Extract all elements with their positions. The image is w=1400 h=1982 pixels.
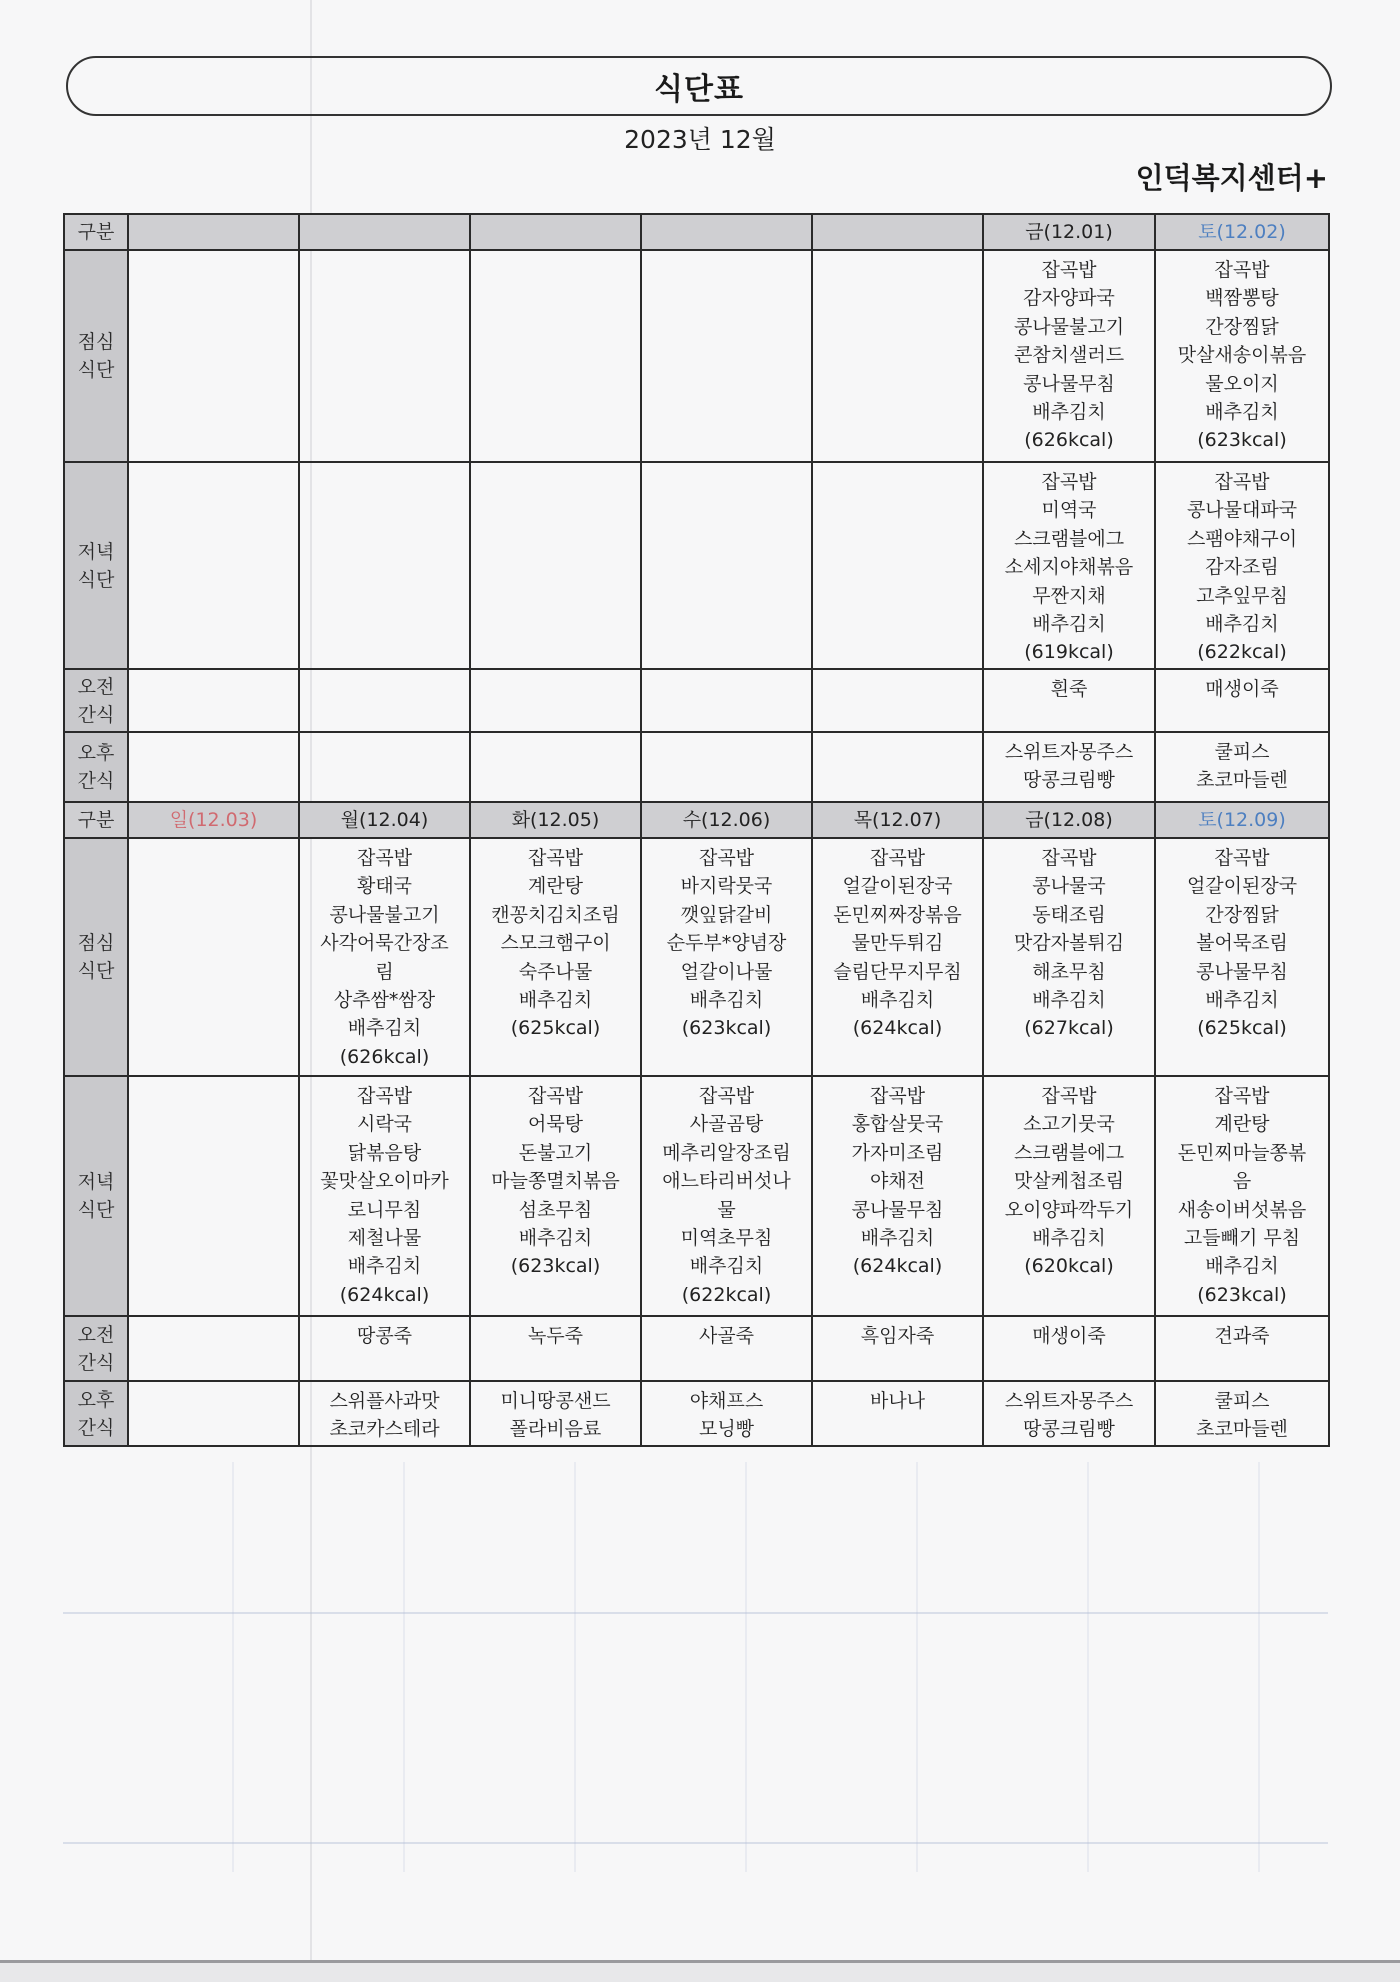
menu-item: (626kcal) [1024, 429, 1114, 452]
row-label-text: 간식 [77, 703, 115, 726]
dinner-row [64, 1076, 1329, 1316]
menu-item: 미역초무침 [680, 1227, 773, 1250]
menu-cell [1155, 462, 1329, 669]
menu-item: 배추김치 [347, 1017, 422, 1040]
menu-cell [299, 732, 470, 802]
row-label-text: 점심 [77, 331, 115, 353]
menu-item: 오이양파깍두기 [1004, 1198, 1134, 1221]
menu-cell [641, 1076, 812, 1316]
menu-item: 바지락뭇국 [680, 875, 773, 898]
day-header [299, 214, 470, 250]
menu-item: 잡곡밥 [1041, 471, 1097, 493]
menu-item: 스위트자몽주스 [1004, 741, 1134, 763]
menu-item: 홍합살뭇국 [851, 1113, 944, 1136]
menu-cell [470, 1076, 641, 1316]
menu-item: 볼어묵조림 [1196, 932, 1288, 955]
menu-item: 맛살새송이볶음 [1177, 344, 1307, 367]
menu-item: 땅콩죽 [356, 1325, 413, 1347]
menu-item: 잡곡밥 [1214, 471, 1270, 493]
menu-item: 백짬뽕탕 [1205, 287, 1279, 310]
menu-cell [128, 1316, 299, 1381]
day-header: 토(12.09) [1155, 802, 1329, 838]
menu-item: 닭볶음탕 [347, 1141, 422, 1164]
menu-item: (622kcal) [681, 1283, 772, 1306]
row-label-text: 오후 [77, 742, 115, 764]
menu-cell [470, 838, 641, 1076]
am-snack-label [64, 669, 128, 732]
menu-item: 메추리알장조림 [662, 1141, 791, 1164]
pm-snack-row [64, 1381, 1329, 1446]
period-label: 2023년 12월 [624, 125, 776, 154]
menu-item: 배추김치 [347, 1255, 422, 1278]
row-label-text: 오후 [77, 1388, 115, 1411]
menu-item: 가자미조림 [851, 1141, 944, 1164]
menu-cell [470, 1381, 641, 1446]
back-page-show-through-line [63, 1612, 1328, 1614]
menu-item: (626kcal) [339, 1045, 430, 1068]
menu-item: (624kcal) [852, 1255, 943, 1278]
menu-item: 배추김치 [1032, 1227, 1106, 1250]
pm-snack-label [64, 1381, 128, 1446]
menu-item: 계란탕 [1214, 1113, 1270, 1136]
menu-item: 얼갈이나물 [680, 960, 773, 983]
menu-item: 야채프스 [689, 1390, 764, 1412]
row-label-text: 점심 [77, 932, 115, 954]
day-header [128, 214, 299, 250]
menu-cell [641, 462, 812, 669]
row-label-text: 식단 [77, 568, 115, 591]
menu-cell [641, 732, 812, 802]
menu-item: 잡곡밥 [1214, 847, 1270, 869]
menu-item: 캔꽁치김치조림 [491, 903, 620, 926]
row-label-text: 저녁 [77, 540, 115, 563]
menu-item: 림 [375, 960, 394, 983]
row-label-text: 간식 [77, 1351, 115, 1374]
week-header-row [64, 802, 1329, 838]
row-label-text: 식단 [77, 359, 115, 381]
menu-item: 매생이죽 [1032, 1325, 1106, 1347]
menu-cell [983, 1381, 1155, 1446]
menu-cell [641, 250, 812, 462]
menu-item: 배추김치 [1205, 1255, 1279, 1278]
menu-item: 감자양파국 [1023, 287, 1115, 310]
menu-item: 매생이죽 [1205, 678, 1279, 700]
menu-item: (619kcal) [1024, 641, 1114, 664]
menu-item: 순두부*양념장 [666, 932, 787, 955]
page-title: 식단표 [654, 72, 744, 107]
menu-cell [299, 1381, 470, 1446]
menu-item: 배추김치 [689, 1255, 764, 1278]
menu-item: 꽃맛살오이마카 [320, 1170, 449, 1193]
menu-item: (624kcal) [339, 1283, 430, 1306]
day-header: 목(12.07) [812, 802, 983, 838]
dinner-label [64, 1076, 128, 1316]
menu-item: 섬초무침 [518, 1198, 593, 1221]
title-banner [66, 56, 1332, 116]
row-label-text: 저녁 [77, 1171, 115, 1193]
menu-item: 맛감자볼튀김 [1013, 932, 1125, 955]
menu-item: 견과죽 [1214, 1325, 1270, 1347]
menu-item: 스위플사과맛 [329, 1390, 440, 1412]
menu-item: 애느타리버섯나 [662, 1170, 791, 1193]
menu-item: 배추김치 [1032, 401, 1106, 424]
menu-cell [128, 250, 299, 462]
menu-cell [1155, 838, 1329, 1076]
menu-table [63, 213, 1330, 1447]
menu-item: 간장찜닭 [1205, 903, 1279, 926]
day-header: 금(12.01) [983, 214, 1155, 250]
day-header: 토(12.02) [1155, 214, 1329, 250]
menu-item: 돈민찌마늘쫑볶 [1177, 1141, 1307, 1164]
menu-item: 잡곡밥 [527, 847, 584, 869]
menu-item: 배추김치 [518, 1227, 593, 1250]
menu-item: 얼갈이된장국 [842, 875, 953, 898]
menu-item: 배추김치 [860, 989, 935, 1012]
menu-item: 콩나물무침 [1196, 960, 1288, 983]
menu-item: 잡곡밥 [1041, 259, 1097, 281]
menu-cell [983, 462, 1155, 669]
menu-item: 스위트자몽주스 [1004, 1390, 1134, 1412]
menu-cell [299, 462, 470, 669]
menu-item: 미니땅콩샌드 [500, 1390, 611, 1412]
menu-item: 물오이지 [1205, 372, 1279, 395]
menu-item: 잡곡밥 [869, 847, 926, 869]
menu-item: 동태조림 [1032, 903, 1106, 926]
menu-cell [299, 250, 470, 462]
menu-item: 초코마들렌 [1196, 769, 1288, 792]
menu-cell [812, 250, 983, 462]
menu-item: 배추김치 [518, 989, 593, 1012]
menu-item: 시락국 [356, 1113, 413, 1136]
menu-item: (625kcal) [1197, 1017, 1287, 1040]
menu-cell [128, 1381, 299, 1446]
menu-item: 소세지야채볶음 [1004, 556, 1134, 579]
menu-cell [128, 669, 299, 732]
day-header: 화(12.05) [470, 802, 641, 838]
menu-cell [128, 732, 299, 802]
menu-item: 잡곡밥 [527, 1085, 584, 1107]
row-label-text: 식단 [77, 1199, 115, 1221]
menu-cell [641, 838, 812, 1076]
menu-item: 물 [717, 1198, 736, 1221]
menu-cell [983, 838, 1155, 1076]
menu-item: 사각어묵간장조 [320, 932, 449, 955]
menu-item: (623kcal) [510, 1255, 601, 1278]
menu-item: 모닝빵 [698, 1418, 755, 1441]
day-header: 금(12.08) [983, 802, 1155, 838]
menu-cell [983, 669, 1155, 732]
menu-cell [1155, 1381, 1329, 1446]
day-header [470, 214, 641, 250]
menu-item: 스팸야채구이 [1186, 527, 1298, 550]
organization-name: 인덕복지센터+ [1135, 161, 1328, 195]
menu-item: (625kcal) [510, 1017, 601, 1040]
menu-item: 간장찜닭 [1205, 315, 1279, 338]
menu-cell [812, 732, 983, 802]
menu-item: 야채전 [869, 1170, 926, 1193]
menu-item: 스크램블에그 [1013, 527, 1125, 550]
menu-item: 잡곡밥 [356, 1085, 413, 1107]
menu-item: 콩나물불고기 [329, 903, 440, 926]
menu-cell [812, 462, 983, 669]
lunch-label [64, 838, 128, 1076]
menu-item: 잡곡밥 [698, 1085, 755, 1107]
menu-cell [983, 732, 1155, 802]
menu-cell [299, 838, 470, 1076]
menu-cell [1155, 250, 1329, 462]
menu-item: 잡곡밥 [356, 847, 413, 869]
menu-item: 해초무침 [1032, 960, 1106, 983]
menu-item: 잡곡밥 [1041, 1085, 1097, 1107]
menu-cell [812, 669, 983, 732]
menu-item: 초코카스테라 [329, 1418, 440, 1441]
row-label-text: 오전 [77, 675, 115, 698]
menu-item: (623kcal) [1197, 429, 1287, 452]
row-label-text: 식단 [77, 960, 115, 982]
menu-item: 땅콩크림빵 [1023, 769, 1115, 792]
menu-item: 잡곡밥 [869, 1085, 926, 1107]
dinner-row [64, 462, 1329, 669]
menu-item: 잡곡밥 [698, 847, 755, 869]
lunch-row [64, 250, 1329, 462]
pm-snack-label [64, 732, 128, 802]
menu-item: 계란탕 [527, 875, 584, 898]
menu-item: 땅콩크림빵 [1023, 1418, 1115, 1441]
menu-item: 배추김치 [1032, 989, 1106, 1012]
menu-item: 쿨피스 [1214, 741, 1270, 763]
menu-item: 음 [1232, 1170, 1252, 1193]
menu-cell [299, 1316, 470, 1381]
menu-item: 배추김치 [1205, 989, 1279, 1012]
menu-item: 쿨피스 [1214, 1390, 1270, 1412]
menu-item: 폴라비음료 [509, 1418, 602, 1441]
day-header: 월(12.04) [299, 802, 470, 838]
menu-item: 사골곰탕 [689, 1113, 764, 1136]
menu-item: 사골죽 [698, 1325, 755, 1347]
menu-cell [128, 462, 299, 669]
menu-item: 슬림단무지무침 [833, 960, 962, 983]
menu-cell [983, 1316, 1155, 1381]
menu-item: 잡곡밥 [1214, 259, 1270, 281]
menu-item: 배추김치 [689, 989, 764, 1012]
menu-cell [128, 1076, 299, 1316]
day-header [641, 214, 812, 250]
menu-item: 콩나물무침 [1023, 372, 1115, 395]
menu-item: 고추잎무침 [1196, 584, 1288, 607]
menu-cell [128, 838, 299, 1076]
menu-cell [1155, 732, 1329, 802]
menu-cell [812, 838, 983, 1076]
lunch-row [64, 838, 1329, 1076]
menu-item: 제철나물 [347, 1227, 422, 1250]
day-header [812, 214, 983, 250]
menu-cell [812, 1076, 983, 1316]
menu-item: 배추김치 [1205, 613, 1279, 636]
row-label-text: 오전 [77, 1323, 115, 1346]
category-label: 구분 [64, 214, 128, 250]
menu-cell [812, 1316, 983, 1381]
menu-item: 숙주나물 [518, 960, 593, 983]
menu-item: 흰죽 [1050, 678, 1088, 700]
menu-item: 배추김치 [1032, 613, 1106, 636]
menu-cell [1155, 1076, 1329, 1316]
menu-item: 콩나물불고기 [1013, 315, 1125, 338]
menu-item: (627kcal) [1024, 1017, 1114, 1040]
menu-cell [983, 250, 1155, 462]
menu-item: 고들빼기 무침 [1183, 1227, 1301, 1250]
menu-item: 잡곡밥 [1214, 1085, 1270, 1107]
am-snack-row [64, 1316, 1329, 1381]
menu-cell [1155, 1316, 1329, 1381]
day-header: 수(12.06) [641, 802, 812, 838]
menu-item: (620kcal) [1024, 1255, 1114, 1278]
menu-item: 배추김치 [860, 1227, 935, 1250]
menu-item: (623kcal) [1197, 1283, 1287, 1306]
menu-item: 새송이버섯볶음 [1177, 1198, 1307, 1221]
menu-cell [812, 1381, 983, 1446]
lunch-label [64, 250, 128, 462]
row-label-text: 간식 [77, 770, 115, 792]
menu-cell [641, 669, 812, 732]
menu-item: 미역국 [1041, 499, 1097, 522]
menu-item: (624kcal) [852, 1017, 943, 1040]
menu-item: 감자조림 [1205, 556, 1279, 579]
menu-item: 어묵탕 [527, 1113, 584, 1136]
category-label: 구분 [64, 802, 128, 838]
menu-item: 흑임자죽 [860, 1325, 935, 1347]
menu-item: 배추김치 [1205, 401, 1279, 424]
menu-item: 돈민찌짜장볶음 [833, 903, 962, 926]
menu-item: 녹두죽 [527, 1325, 584, 1347]
menu-item: 콩나물무침 [851, 1198, 944, 1221]
menu-item: 콘참치샐러드 [1013, 344, 1125, 367]
week-header-row [64, 214, 1329, 250]
menu-cell [641, 1316, 812, 1381]
menu-cell [470, 669, 641, 732]
menu-item: 물만두튀김 [851, 932, 944, 955]
back-page-show-through-line [63, 1842, 1328, 1844]
menu-item: 스모크햄구이 [500, 932, 611, 955]
row-label-text: 간식 [77, 1416, 115, 1439]
menu-item: 무짠지채 [1032, 584, 1106, 607]
menu-cell [983, 1076, 1155, 1316]
menu-cell [470, 462, 641, 669]
menu-item: 얼갈이된장국 [1186, 875, 1298, 898]
menu-item: 초코마들렌 [1196, 1418, 1288, 1441]
menu-item: 스크램블에그 [1013, 1141, 1125, 1164]
menu-item: (622kcal) [1197, 641, 1287, 664]
menu-item: 잡곡밥 [1041, 847, 1097, 869]
menu-item: 콩나물국 [1032, 875, 1106, 898]
menu-item: 바나나 [869, 1390, 926, 1412]
menu-item: 로니무침 [347, 1198, 422, 1221]
dinner-label [64, 462, 128, 669]
menu-item: 소고기뭇국 [1023, 1113, 1115, 1136]
am-snack-label [64, 1316, 128, 1381]
menu-cell [470, 732, 641, 802]
menu-item: (623kcal) [681, 1017, 772, 1040]
menu-item: 맛살케첩조림 [1013, 1170, 1125, 1193]
am-snack-row [64, 669, 1329, 732]
day-header: 일(12.03) [128, 802, 299, 838]
menu-cell [1155, 669, 1329, 732]
menu-cell [299, 1076, 470, 1316]
menu-cell [299, 669, 470, 732]
menu-cell [470, 1316, 641, 1381]
menu-item: 상추쌈*쌈장 [333, 989, 436, 1012]
menu-item: 돈불고기 [518, 1141, 593, 1164]
menu-item: 콩나물대파국 [1186, 499, 1298, 522]
menu-item: 황태국 [356, 875, 413, 898]
menu-item: 깻잎닭갈비 [680, 903, 773, 926]
menu-item: 마늘쫑멸치볶음 [491, 1170, 620, 1193]
menu-cell [641, 1381, 812, 1446]
pm-snack-row [64, 732, 1329, 802]
back-page-show-through [63, 1462, 1328, 1872]
menu-cell [470, 250, 641, 462]
